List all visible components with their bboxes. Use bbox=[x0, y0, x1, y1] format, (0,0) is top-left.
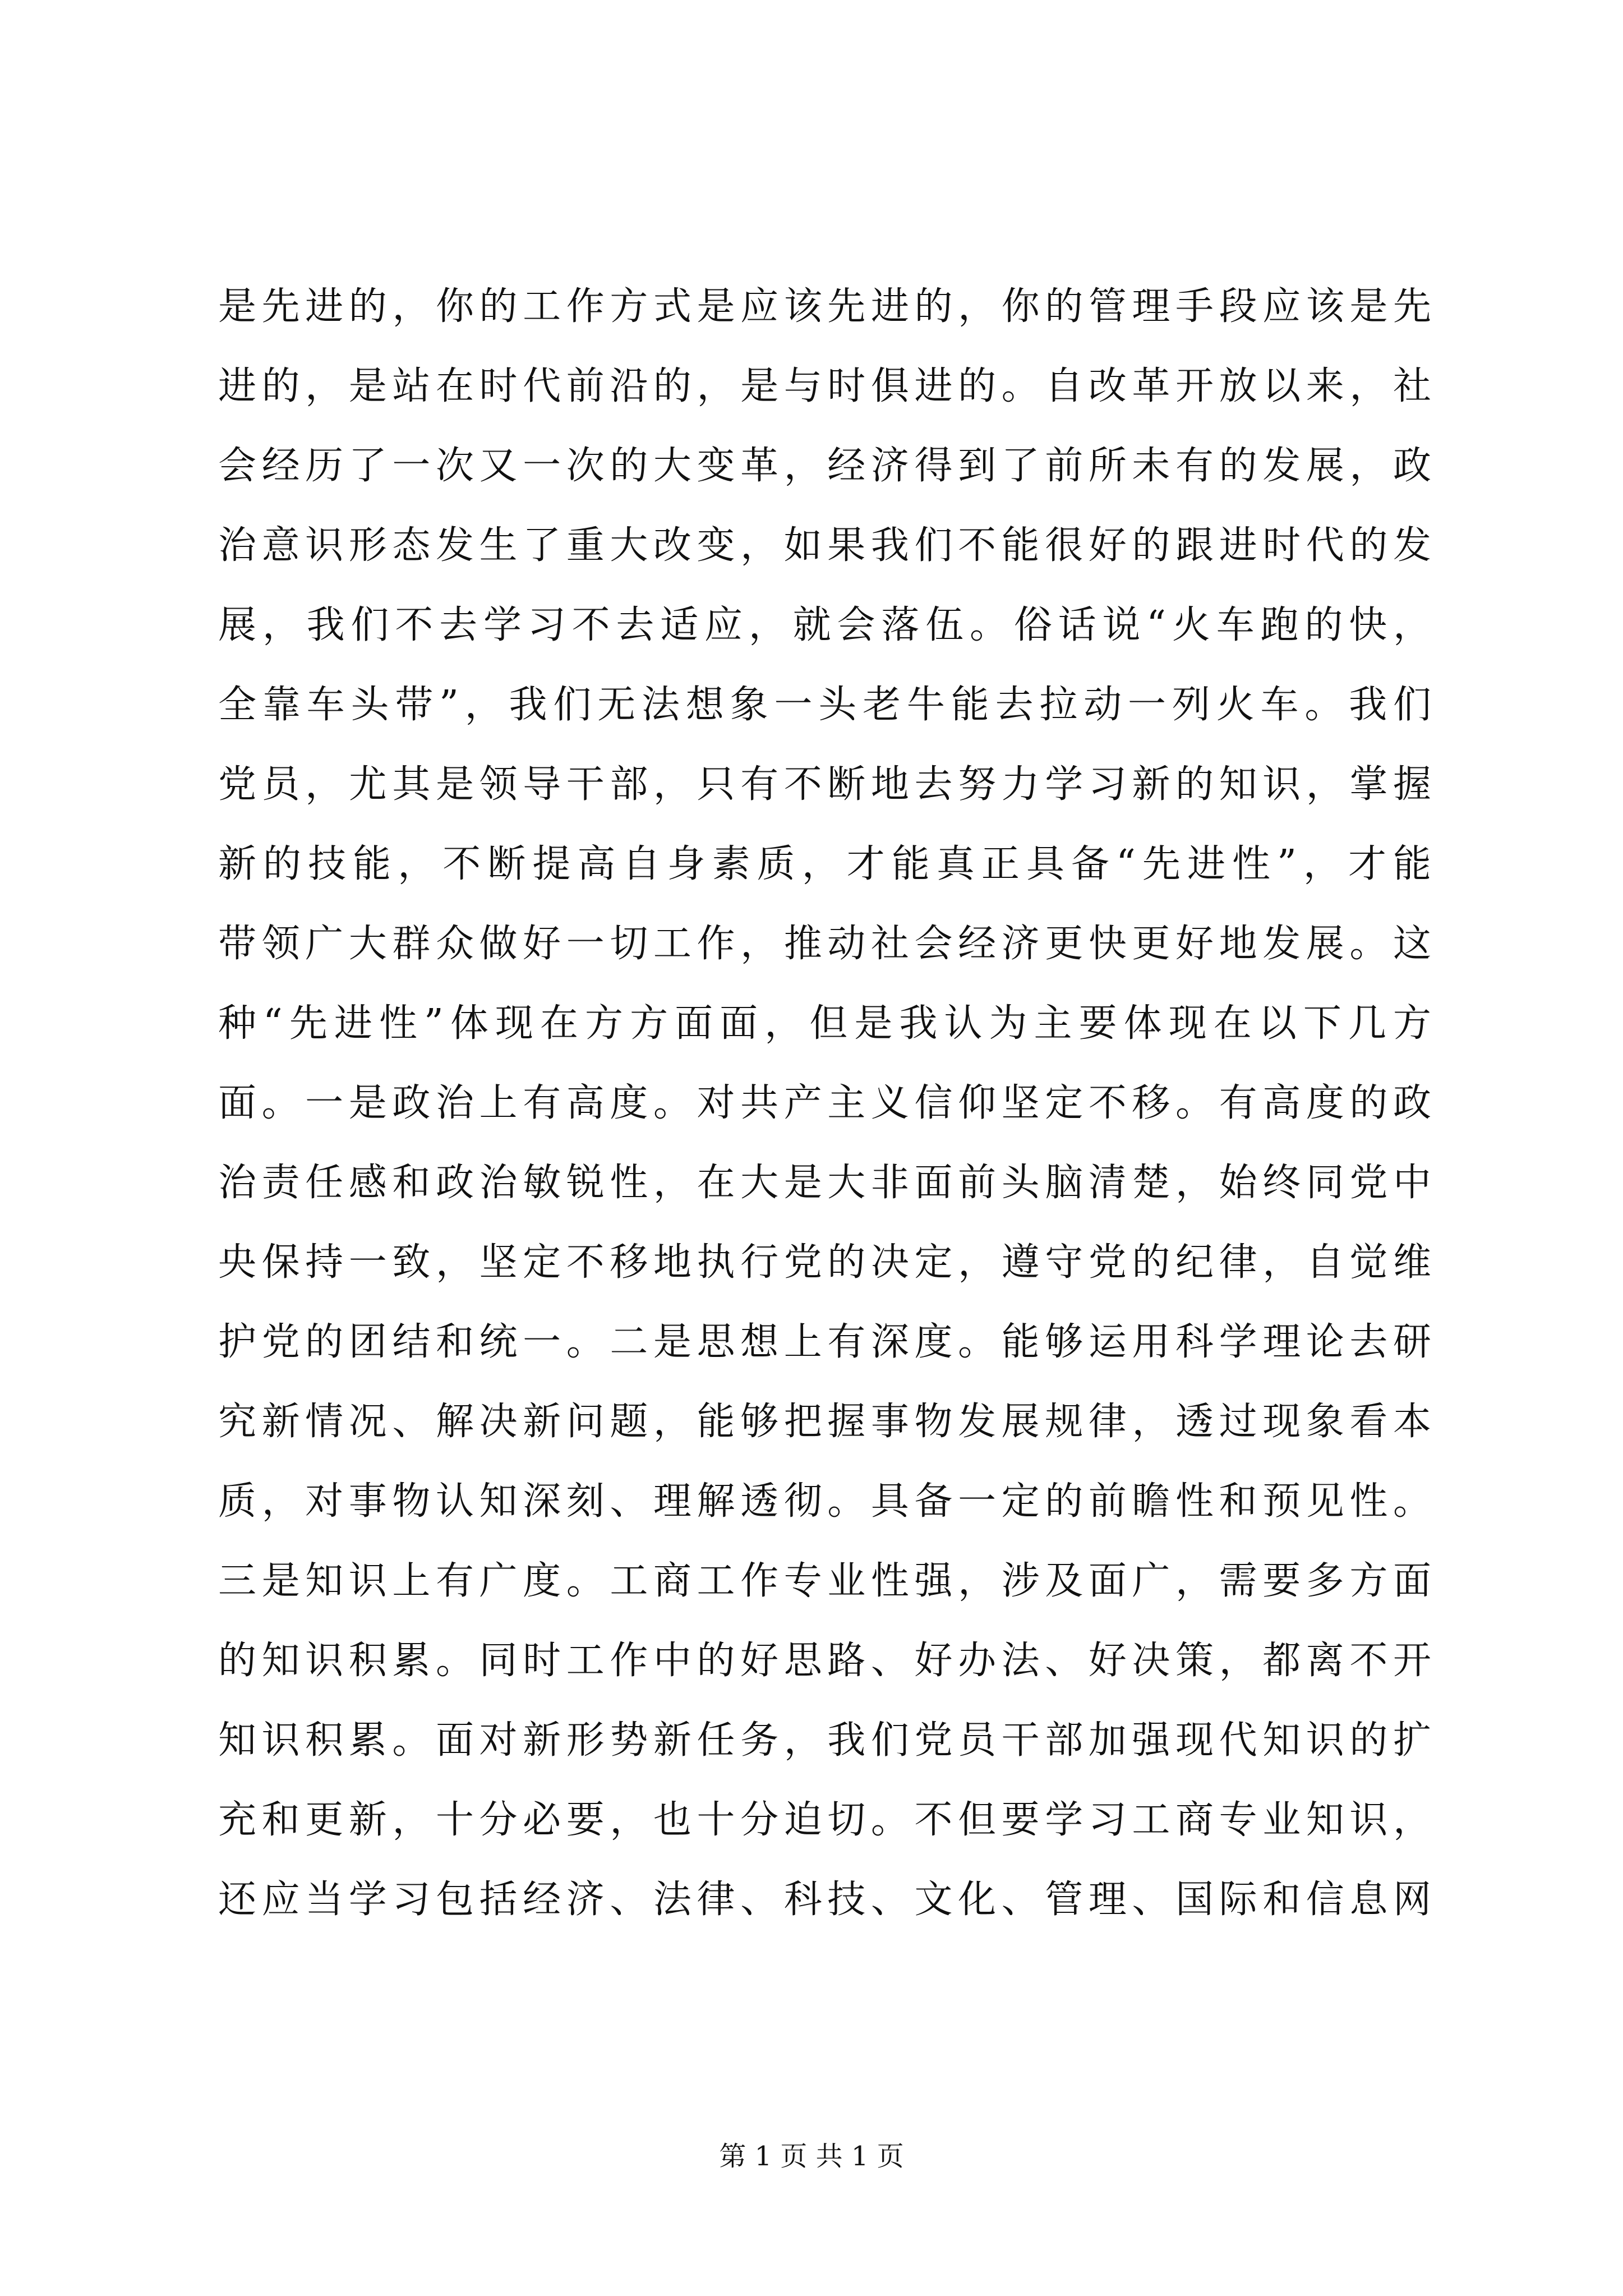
text-line: 治意识形态发生了重大改变，如果我们不能很好的跟进时代的发 bbox=[218, 523, 1431, 568]
text-line: 究新情况、解决新问题，能够把握事物发展规律，透过现象看本 bbox=[218, 1400, 1431, 1444]
text-line: 全靠车头带”，我们无法想象一头老牛能去拉动一列火车。我们 bbox=[218, 683, 1431, 727]
text-line: 质，对事物认知深刻、理解透彻。具备一定的前瞻性和预见性。 bbox=[218, 1479, 1431, 1524]
text-line: 进的，是站在时代前沿的，是与时俱进的。自改革开放以来，社 bbox=[218, 364, 1431, 408]
text-line: 三是知识上有广度。工商工作专业性强，涉及面广，需要多方面 bbox=[218, 1559, 1431, 1603]
text-line: 是先进的，你的工作方式是应该先进的，你的管理手段应该是先 bbox=[218, 284, 1431, 329]
text-line: 新的技能，不断提高自身素质，才能真正具备“先进性”，才能 bbox=[218, 842, 1431, 886]
text-line: 面。一是政治上有高度。对共产主义信仰坚定不移。有高度的政 bbox=[218, 1081, 1431, 1125]
text-line: 展，我们不去学习不去适应，就会落伍。俗话说“火车跑的快， bbox=[218, 603, 1431, 647]
text-line: 带领广大群众做好一切工作，推动社会经济更快更好地发展。这 bbox=[218, 922, 1431, 966]
text-line: 会经历了一次又一次的大变革，经济得到了前所未有的发展，政 bbox=[218, 444, 1431, 488]
text-line: 种“先进性”体现在方方面面，但是我认为主要体现在以下几方 bbox=[218, 1001, 1431, 1046]
text-line: 充和更新，十分必要，也十分迫切。不但要学习工商专业知识， bbox=[218, 1798, 1431, 1842]
text-line: 的知识积累。同时工作中的好思路、好办法、好决策，都离不开 bbox=[218, 1639, 1431, 1683]
page-number-footer: 第 1 页 共 1 页 bbox=[719, 2141, 904, 2172]
text-line: 知识积累。面对新形势新任务，我们党员干部加强现代知识的扩 bbox=[218, 1718, 1431, 1763]
text-line: 治责任感和政治敏锐性，在大是大非面前头脑清楚，始终同党中 bbox=[218, 1161, 1431, 1205]
text-line: 央保持一致，坚定不移地执行党的决定，遵守党的纪律，自觉维 bbox=[218, 1240, 1431, 1285]
text-line: 党员，尤其是领导干部，只有不断地去努力学习新的知识，掌握 bbox=[218, 762, 1431, 807]
text-line: 护党的团结和统一。二是思想上有深度。能够运用科学理论去研 bbox=[218, 1320, 1431, 1364]
text-line: 还应当学习包括经济、法律、科技、文化、管理、国际和信息网 bbox=[218, 1878, 1431, 1922]
document-body bbox=[218, 267, 1431, 1940]
